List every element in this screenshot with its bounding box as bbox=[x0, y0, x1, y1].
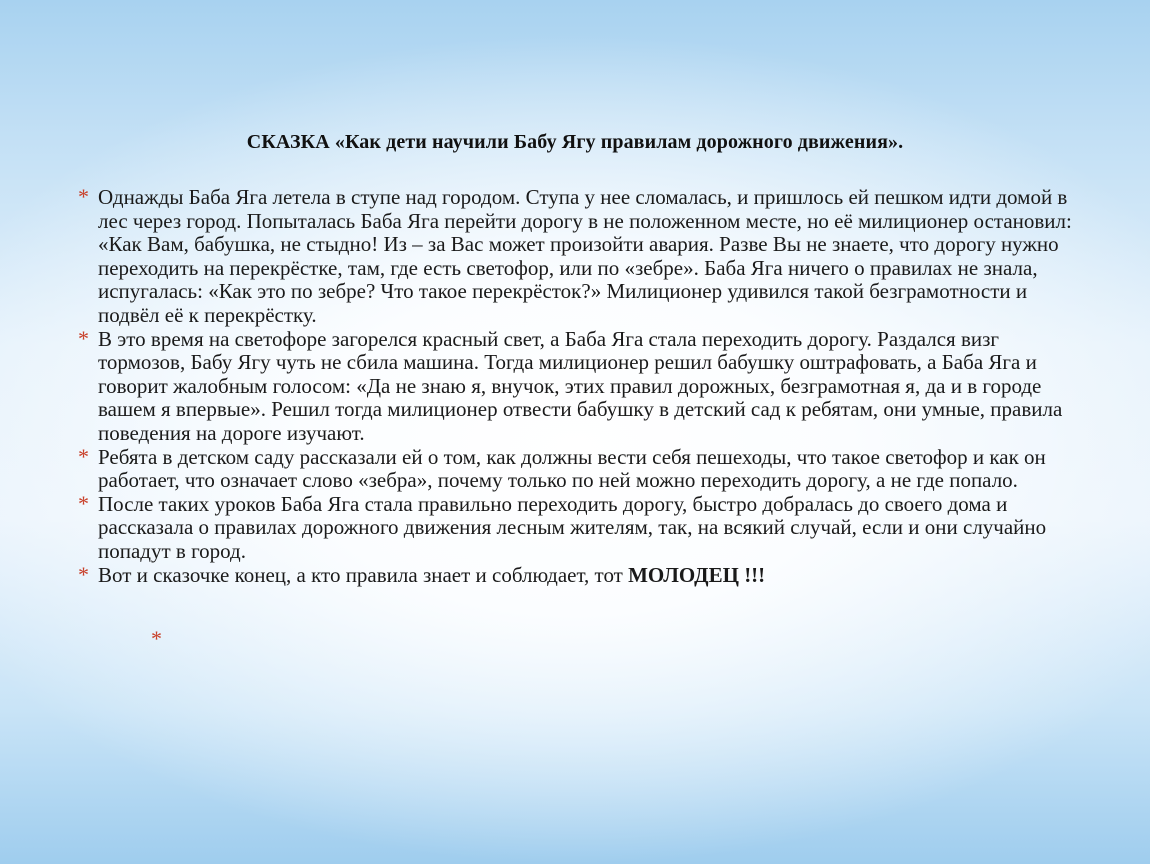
asterisk-bullet-icon: * bbox=[78, 490, 89, 516]
closing-emphasis: МОЛОДЕЦ !!! bbox=[628, 562, 766, 587]
paragraph-text: Однажды Баба Яга летела в ступе над городом. Ступа у нее сломалась, и пришлось ей пешком идти домой в лес через город. Попыталась Баба Яга перейти дорогу в не положенном месте, но её милиционер остановил: «Как Вам, бабушка, не стыдно! Из – за Вас может произойти авария. Разве Вы не знаете, что дорогу нужно переходить на перекрёстке, там, где есть светофор, или по «зебре». Баба Яга ничего о правилах не знала, испугалась: «Как это по зебре? Что такое перекрёсток?» Милиционер удивился такой безграмотности и подвёл её к перекрёстку. bbox=[98, 185, 1072, 327]
asterisk-bullet-icon: * bbox=[78, 443, 89, 469]
story-paragraph-2 bbox=[78, 325, 1078, 446]
paragraph-text: После таких уроков Баба Яга стала правильно переходить дорогу, быстро добралась до своего дома и рассказала о правилах дорожного движения лесным жителям, так, на всякий случай, если и они случайно попадут в город. bbox=[98, 491, 1047, 563]
asterisk-bullet-icon: * bbox=[78, 561, 89, 587]
story-paragraph-5 bbox=[78, 561, 1078, 588]
paragraph-text: Ребята в детском саду рассказали ей о том, как должны вести себя пешеходы, что такое светофор и как он работает, что означает слово «зебра», почему только по ней можно переходить дорогу, а не где попало. bbox=[98, 444, 1046, 493]
closing-text: Вот и сказочке конец, а кто правила знает и соблюдает, тот bbox=[98, 562, 629, 587]
slide-title: СКАЗКА «Как дети научили Бабу Ягу правилам дорожного движения». bbox=[246, 131, 904, 153]
asterisk-bullet-icon: * bbox=[151, 626, 162, 651]
asterisk-bullet-icon: * bbox=[78, 325, 89, 351]
paragraph-text bbox=[98, 564, 1078, 588]
asterisk-bullet-icon: * bbox=[78, 184, 89, 209]
story-paragraph-3 bbox=[78, 443, 1078, 493]
story-body bbox=[78, 186, 1078, 587]
story-paragraph-1 bbox=[78, 186, 1078, 328]
story-paragraph-4 bbox=[78, 490, 1078, 564]
paragraph-text: В это время на светофоре загорелся красный свет, а Баба Яга стала переходить дорогу. Раздался визг тормозов, Бабу Ягу чуть не сбила машина. Тогда милиционер решил бабушку оштрафовать, а Баба Яга и говорит жалобным голосом: «Да не знаю я, внучок, этих правил дорожных, безграмотная я, да и в городе вашем я впервые». Решил тогда милиционер отвести бабушку в детский сад к ребятам, они умные, правила поведения на дороге изучают. bbox=[98, 326, 1063, 445]
